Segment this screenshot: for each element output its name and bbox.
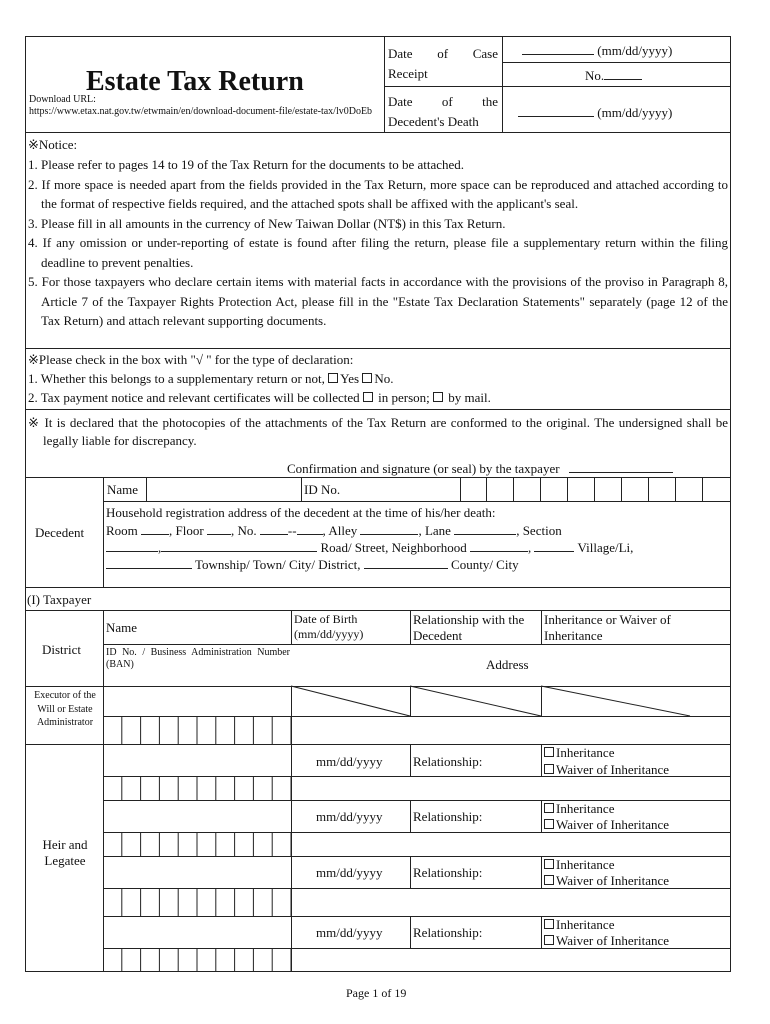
- relationship-header: Relationship with the Decedent: [413, 612, 525, 643]
- dob-header: Date of Birth (mm/dd/yyyy): [294, 612, 364, 641]
- decedent-address-heading: Household registration address of the decedent at the time of his/her death:: [106, 505, 496, 520]
- heir-waiver-option[interactable]: Waiver of Inheritance: [544, 762, 669, 778]
- download-label: Download URL:: [29, 94, 96, 105]
- receipt-number-field[interactable]: No.: [585, 67, 642, 84]
- decedent-name-label: Name: [107, 482, 139, 497]
- heir-dob-field[interactable]: mm/dd/yyyy: [316, 809, 383, 824]
- heir-inheritance-option[interactable]: Inheritance: [544, 745, 614, 761]
- inheritance-header: Inheritance or Waiver of Inheritance: [544, 612, 671, 643]
- name-header: Name: [106, 620, 138, 635]
- notice-item: 1. Please refer to pages 14 to 19 of the Tax Return for the documents to be attached.: [28, 157, 465, 172]
- heir-legatee-label: Heir and Legatee: [42, 837, 88, 868]
- heir-relationship-field[interactable]: Relationship:: [413, 809, 483, 824]
- notice-heading: ※Notice:: [28, 137, 78, 152]
- decedent-address-line-3[interactable]: Township/ Town/ City/ District, County/ City: [106, 556, 519, 573]
- decedent-address-line-2[interactable]: , Road/ Street, Neighborhood , Village/Li,: [106, 539, 633, 556]
- download-url[interactable]: https://www.etax.nat.gov.tw/etwmain/en/download-document-file/estate-tax/lv0DoEb: [29, 106, 373, 117]
- heir-dob-field[interactable]: mm/dd/yyyy: [316, 754, 383, 769]
- heir-relationship-field[interactable]: Relationship:: [413, 925, 483, 940]
- decedent-label: Decedent: [35, 525, 85, 540]
- collection-method-line: 2. Tax payment notice and relevant certificates will be collected in person; by mail.: [28, 390, 491, 405]
- district-header: District: [42, 642, 81, 657]
- heir-dob-field[interactable]: mm/dd/yyyy: [316, 925, 383, 940]
- supplementary-return-line: 1. Whether this belongs to a supplementary return or not, Yes No.: [28, 371, 394, 386]
- heir-inheritance-option[interactable]: Inheritance: [544, 917, 614, 933]
- attestation-text: ※ It is declared that the photocopies of the attachments of the Tax Return are conformed to the original. The undersigned shall be legally liable for discrepancy.: [28, 415, 728, 448]
- notice-item: 5. For those taxpayers who declare certain items with material facts in accordance with the provisions of the proviso in Paragraph 8, Article 7 of the Taxpayer Rights Protection Act, please fill in the "Estate Tax Declaration Statements" separately (page 12 of the Tax Return) and attach relevant supporting documents.: [28, 274, 728, 328]
- page-number: Page 1 of 19: [346, 986, 407, 1000]
- heir-inheritance-option[interactable]: Inheritance: [544, 801, 614, 817]
- death-date-field[interactable]: (mm/dd/yyyy): [518, 104, 672, 121]
- heir-waiver-option[interactable]: Waiver of Inheritance: [544, 817, 669, 833]
- heir-waiver-option[interactable]: Waiver of Inheritance: [544, 933, 669, 949]
- heir-relationship-field[interactable]: Relationship:: [413, 754, 483, 769]
- heir-waiver-option[interactable]: Waiver of Inheritance: [544, 873, 669, 889]
- taxpayer-signature-field[interactable]: Confirmation and signature (or seal) by the taxpayer: [287, 460, 673, 477]
- declaration-heading: ※Please check in the box with "√ " for the type of declaration:: [28, 352, 354, 367]
- heir-dob-field[interactable]: mm/dd/yyyy: [316, 865, 383, 880]
- notice-item: 3. Please fill in all amounts in the currency of New Taiwan Dollar (NT$) in this Tax Return.: [28, 215, 506, 231]
- id-ban-header: ID No. / Business Administration Number (BAN): [106, 647, 290, 670]
- heir-inheritance-option[interactable]: Inheritance: [544, 857, 614, 873]
- taxpayer-section-title: (I) Taxpayer: [27, 592, 92, 607]
- death-date-label: Date of the Decedent's Death: [388, 94, 498, 129]
- notice-item: 4. If any omission or under-reporting of estate is found after filing the return, please file a supplementary return within the filing deadline to prevent penalties.: [28, 235, 728, 270]
- notice-item: 2. If more space is needed apart from the fields provided in the Tax Return, more space can be reproduced and attached according to the format of respective fields required, and the attached spots shall be affixed with the applicant's seal.: [28, 176, 728, 211]
- address-header: Address: [486, 657, 529, 672]
- executor-label: Executor of the Will or Estate Administrator: [34, 690, 96, 728]
- case-receipt-date-field[interactable]: (mm/dd/yyyy): [522, 42, 672, 59]
- form-title: Estate Tax Return: [86, 66, 304, 97]
- decedent-id-label: ID No.: [304, 482, 341, 497]
- heir-relationship-field[interactable]: Relationship:: [413, 865, 483, 880]
- case-receipt-label: Date of Case Receipt: [388, 46, 498, 81]
- decedent-address-line-1[interactable]: Room , Floor , No. -- , Alley , Lane , Section: [106, 523, 562, 538]
